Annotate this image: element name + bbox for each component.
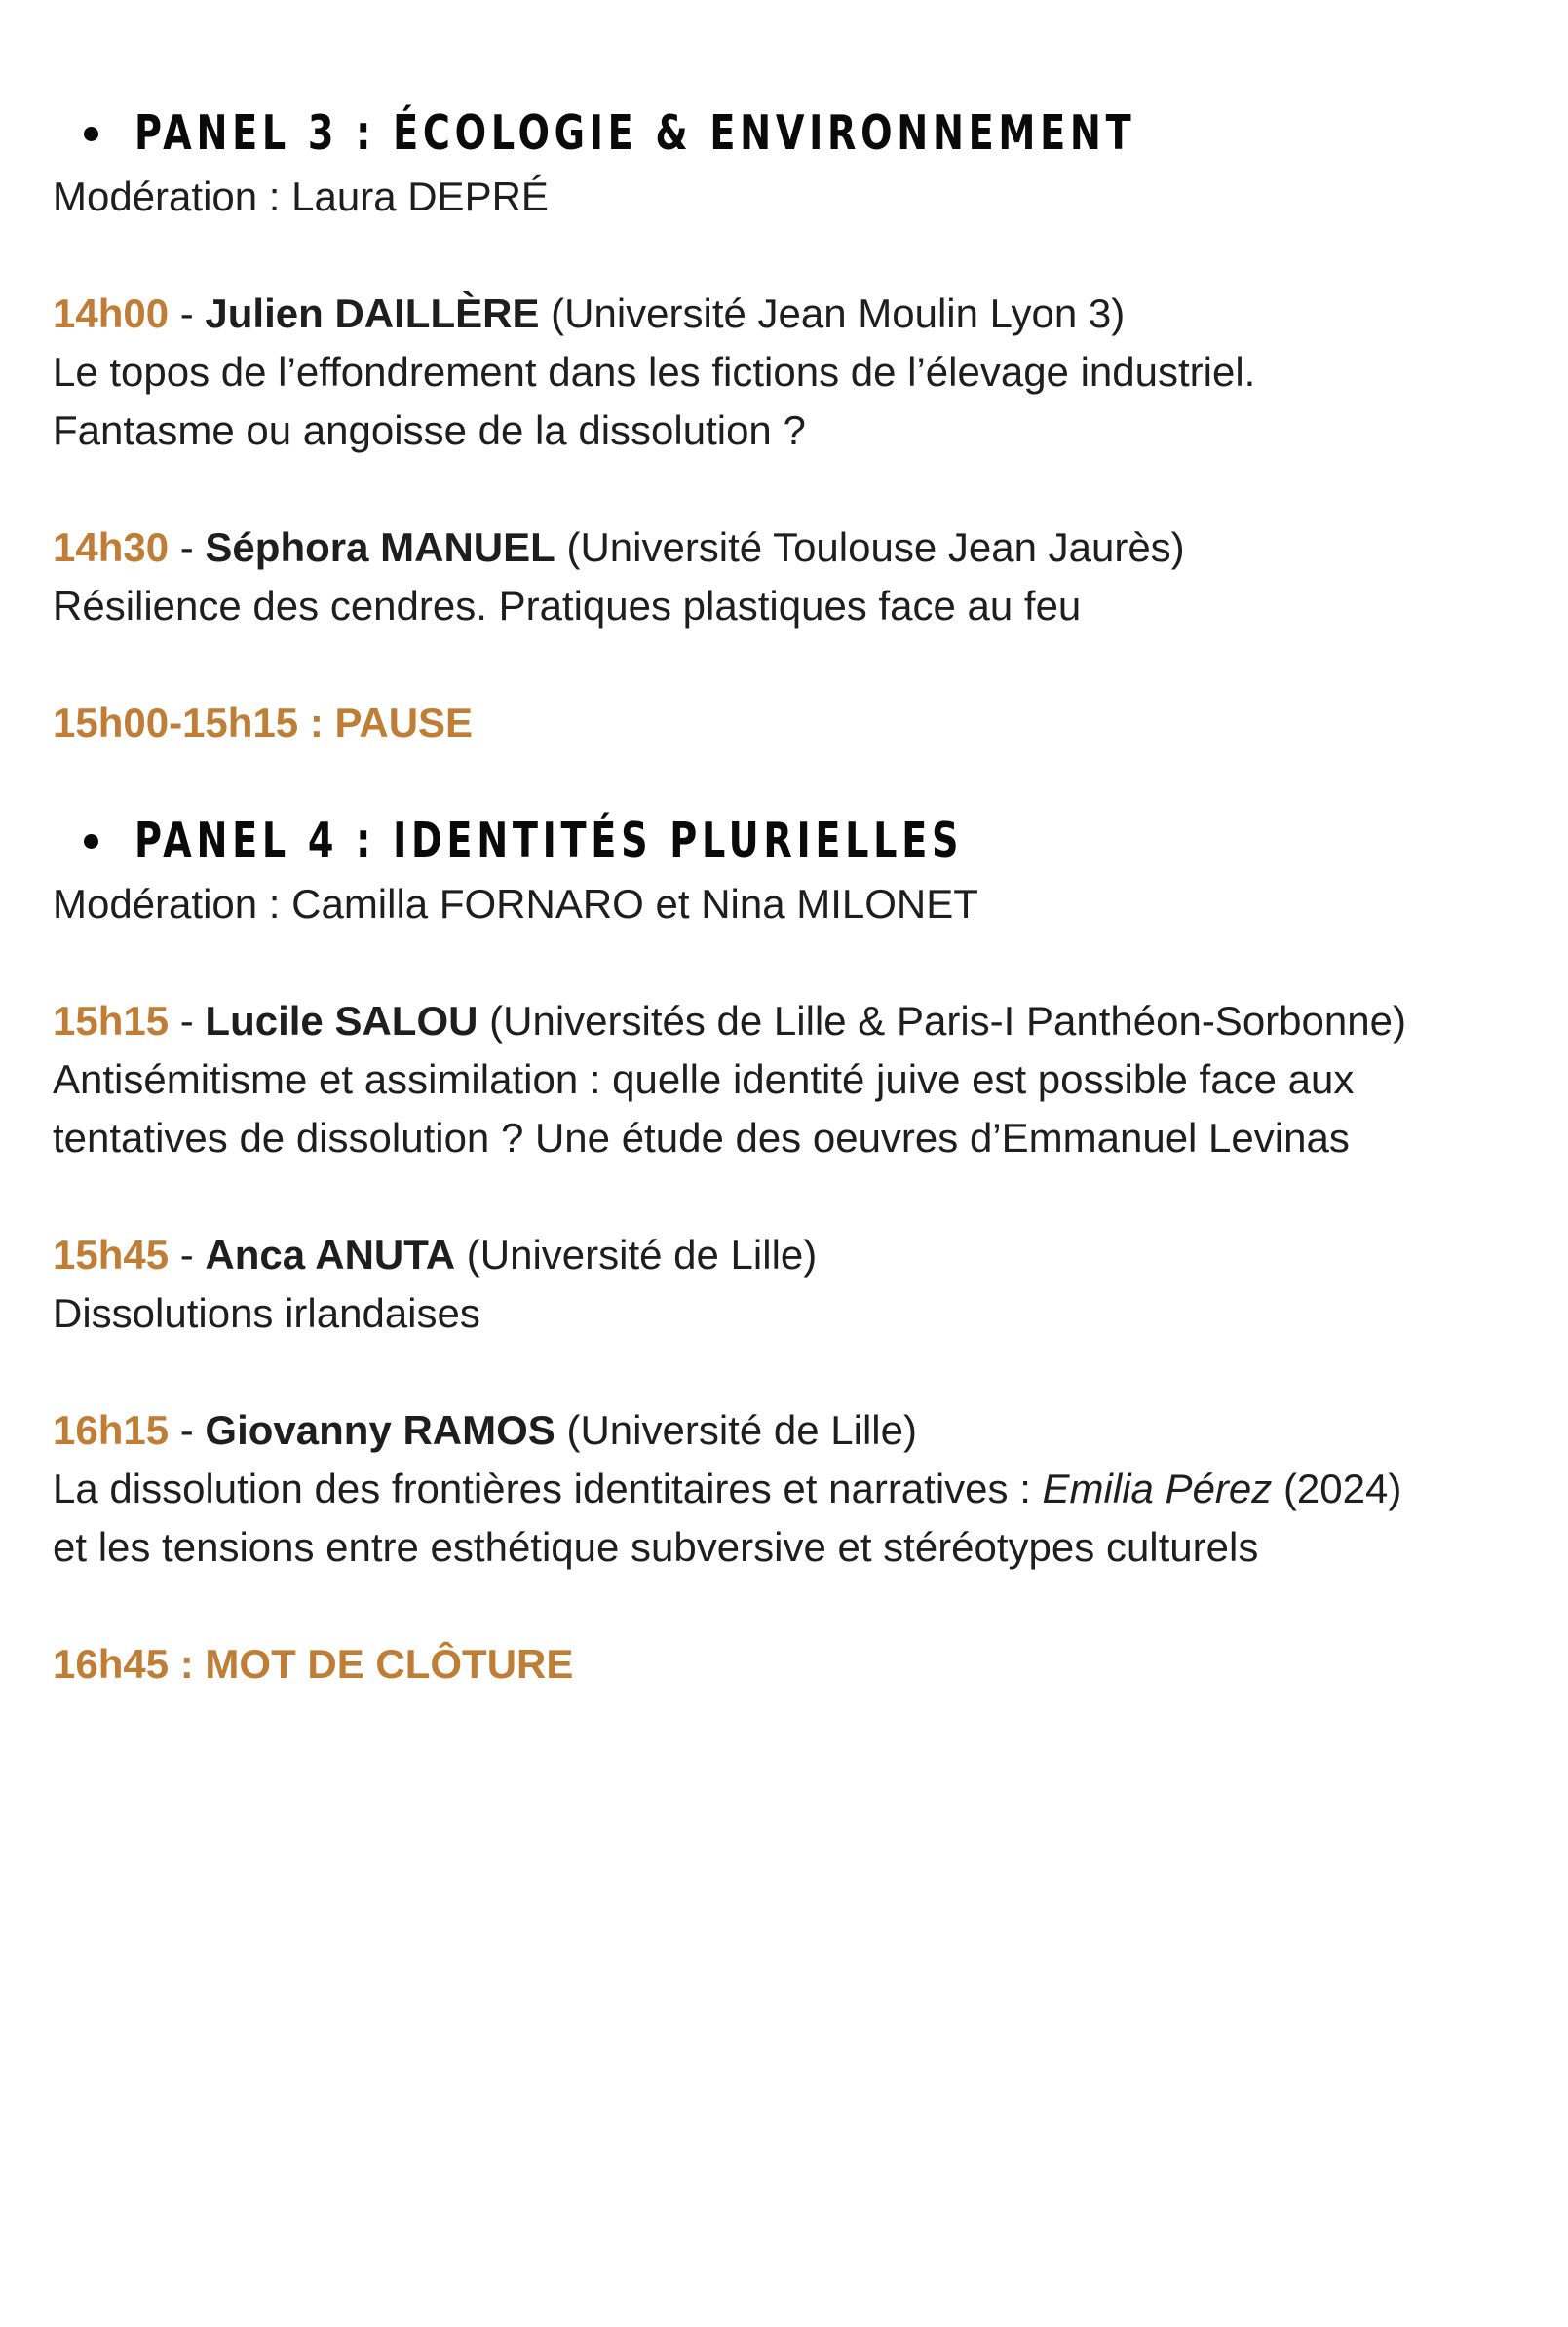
separator: -: [169, 1232, 206, 1278]
talk-speaker: Séphora MANUEL: [205, 524, 555, 570]
film-title: Emilia Pérez: [1042, 1466, 1273, 1511]
talk-time: 16h15: [53, 1407, 170, 1453]
talk-title-line: Dissolutions irlandaises: [53, 1290, 480, 1336]
talk-speaker: Giovanny RAMOS: [205, 1407, 555, 1453]
program-page: [53, 97, 1514, 1694]
talk-affiliation: (Université Jean Moulin Lyon 3): [551, 290, 1126, 336]
talk-title-line: Résilience des cendres. Pratiques plastiques face au feu: [53, 583, 1082, 629]
talk-daillere: [53, 285, 1514, 460]
talk-ramos: [53, 1401, 1514, 1577]
talk-manuel: [53, 518, 1514, 635]
separator: -: [169, 524, 206, 570]
panel-3-moderation: Modération : Laura DEPRÉ: [53, 173, 549, 219]
talk-header: [53, 518, 1514, 577]
talk-speaker: Lucile SALOU: [205, 998, 478, 1044]
bullet-icon: [84, 834, 98, 849]
panel-4-moderation: Modération : Camilla FORNARO et Nina MILONET: [53, 881, 978, 927]
panel-4-title: PANEL 4 : IDENTITÉS PLURIELLES: [134, 812, 964, 868]
talk-affiliation: (Universités de Lille & Paris-I Panthéon-Sorbonne): [489, 998, 1406, 1044]
talk-header: [53, 1401, 1514, 1460]
talk-title-line: Le topos de l’effondrement dans les fictions de l’élevage industriel.: [53, 349, 1256, 395]
talk-affiliation: (Université de Lille): [566, 1407, 917, 1453]
talk-header: [53, 1226, 1514, 1284]
separator: -: [169, 290, 206, 336]
separator: -: [169, 1407, 206, 1453]
talk-title-line: et les tensions entre esthétique subversive et stéréotypes culturels: [53, 1524, 1259, 1570]
talk-time: 15h15: [53, 998, 170, 1044]
panel-3-heading: [53, 97, 1514, 168]
bullet-icon: [84, 127, 98, 141]
talk-speaker: Julien DAILLÈRE: [205, 290, 540, 336]
closing-line: 16h45 : MOT DE CLÔTURE: [53, 1641, 574, 1687]
talk-speaker: Anca ANUTA: [205, 1232, 456, 1278]
talk-title-line: Fantasme ou angoisse de la dissolution ?: [53, 407, 806, 453]
talk-time: 14h30: [53, 524, 170, 570]
talk-anuta: [53, 1226, 1514, 1343]
panel-3-title: PANEL 3 : ÉCOLOGIE & ENVIRONNEMENT: [134, 104, 1136, 161]
talk-title-line: [53, 1460, 1514, 1518]
pause-line: 15h00-15h15 : PAUSE: [53, 700, 474, 745]
talk-title-line: Antisémitisme et assimilation : quelle identité juive est possible face aux: [53, 1056, 1355, 1102]
talk-time: 15h45: [53, 1232, 170, 1278]
talk-affiliation: (Université de Lille): [466, 1232, 818, 1278]
panel-4-heading: [53, 805, 1514, 875]
talk-affiliation: (Université Toulouse Jean Jaurès): [566, 524, 1185, 570]
talk-header: [53, 992, 1514, 1050]
talk-title-line: tentatives de dissolution ? Une étude des oeuvres d’Emmanuel Levinas: [53, 1115, 1350, 1161]
talk-salou: [53, 992, 1514, 1167]
talk-time: 14h00: [53, 290, 170, 336]
separator: -: [169, 998, 206, 1044]
talk-title-text: (2024): [1272, 1466, 1402, 1511]
talk-title-text: La dissolution des frontières identitaires et narratives :: [53, 1466, 1043, 1511]
talk-header: [53, 285, 1514, 343]
